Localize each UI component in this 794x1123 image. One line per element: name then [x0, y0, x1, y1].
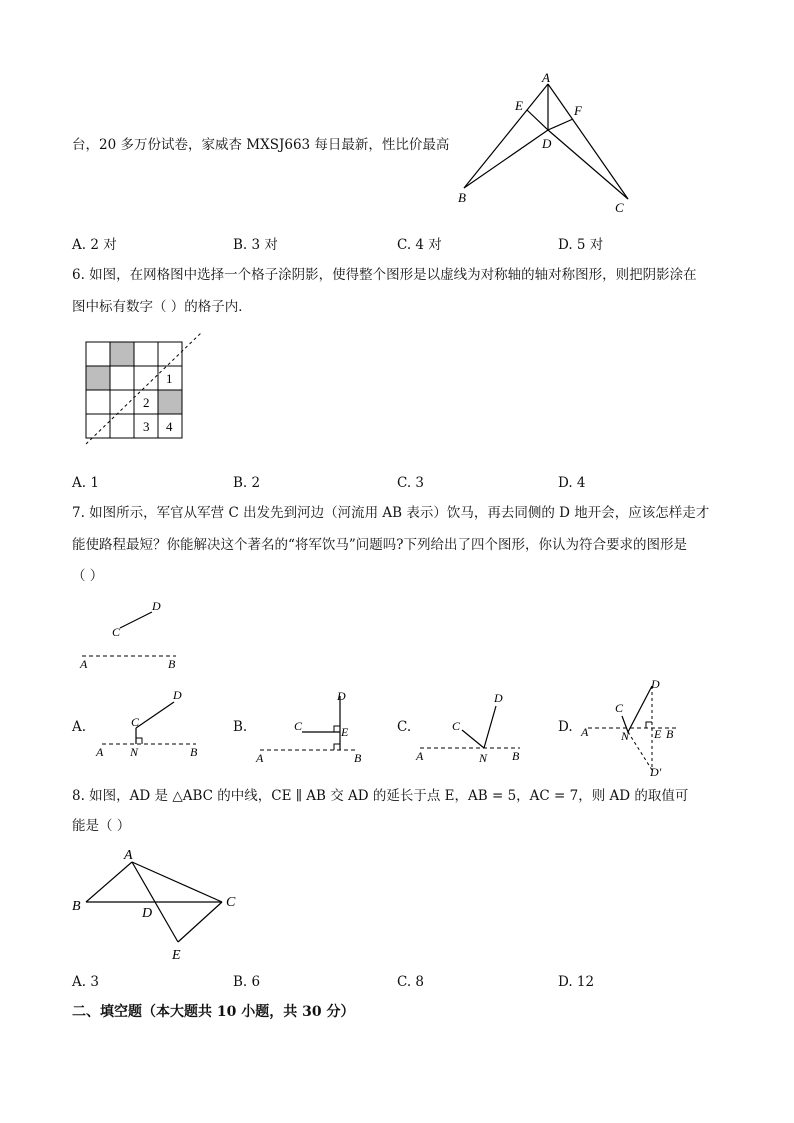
q7-option-c[interactable]: C. [397, 719, 412, 735]
q5-option-c[interactable]: C. 4 对 [397, 237, 442, 253]
q6-option-d[interactable]: D. 4 [558, 475, 586, 491]
q6-grid-number-2: 2 [143, 395, 150, 410]
q5-label-B: B [458, 190, 466, 205]
q5-option-b[interactable]: B. 3 对 [233, 237, 278, 253]
q8-label-E: E [172, 948, 181, 963]
q7-option-b-figure [252, 684, 368, 764]
q6-option-b[interactable]: B. 2 [233, 475, 261, 491]
q7b-label-D: D [337, 689, 346, 703]
q8-stem-line1: 8. 如图，AD 是 △ABC 的中线，CE ∥ AB 交 AD 的延长于点 E，AB = 5，AC = 7，则 AD 的取值可 [72, 788, 689, 804]
q7c-label-C: C [452, 719, 461, 733]
q5-label-A: A [542, 70, 550, 85]
q7a-label-C: C [131, 715, 140, 729]
q7-main-label-B: B [168, 657, 176, 670]
q7-option-d[interactable]: D. [558, 719, 573, 735]
q7d-label-Dprime: D′ [650, 765, 662, 779]
q6-option-a[interactable]: A. 1 [72, 475, 99, 491]
q7-option-a[interactable]: A. [72, 719, 87, 735]
q7c-label-D: D [494, 691, 503, 705]
q5-label-D: D [542, 136, 552, 151]
q7-option-b[interactable]: B. [233, 719, 248, 735]
q7d-label-B: B [666, 727, 674, 741]
section-heading-fill-in: 二、填空题（本大题共 10 小题，共 30 分） [72, 1004, 355, 1020]
q7b-label-A: A [256, 751, 264, 764]
q7c-label-N: N [479, 751, 488, 764]
q7a-label-B: B [190, 745, 198, 759]
q7-option-c-figure [412, 684, 528, 764]
q6-grid-number-4: 4 [166, 419, 173, 434]
q5-label-C: C [615, 200, 624, 215]
q7d-label-D: D [651, 677, 660, 691]
q7a-label-D: D [173, 688, 182, 702]
q5-triangle-figure [450, 68, 640, 218]
q8-triangle-figure [68, 842, 248, 968]
q6-option-c[interactable]: C. 3 [397, 475, 425, 491]
q7d-label-A: A [581, 725, 589, 739]
q7-stem-line2: 能使路程最短？你能解决这个著名的“将军饮马”问题吗?下列给出了四个图形，你认为符合要求的图形是 [72, 537, 688, 553]
q7-stem-line1: 7. 如图所示，军官从军营 C 出发先到河边（河流用 AB 表示）饮马，再去同侧的 D 地开会，应该怎样走才 [72, 505, 710, 521]
q5-label-E: E [515, 98, 523, 113]
q8-option-d[interactable]: D. 12 [558, 974, 595, 990]
q6-stem-line1: 6. 如图，在网格图中选择一个格子涂阴影，使得整个图形是以虚线为对称轴的轴对称图形，则把阴影涂在 [72, 267, 697, 283]
q8-option-c[interactable]: C. 8 [397, 974, 425, 990]
q7a-label-A: A [96, 745, 104, 759]
q7c-label-A: A [416, 749, 424, 763]
q6-grid-number-1: 1 [166, 371, 173, 386]
q6-stem-line2: 图中标有数字（ ）的格子内． [72, 299, 252, 315]
q7a-label-N: N [130, 745, 139, 759]
q7b-label-C: C [294, 719, 303, 733]
q5-option-d[interactable]: D. 5 对 [558, 237, 604, 253]
q8-option-b[interactable]: B. 6 [233, 974, 261, 990]
q5-label-F: F [574, 103, 582, 118]
q5-option-a[interactable]: A. 2 对 [72, 237, 117, 253]
q7-stem-line3: （ ） [72, 568, 104, 584]
q7d-label-N: N [621, 729, 630, 743]
q7-main-label-A: A [80, 657, 88, 670]
q7d-label-C: C [615, 701, 624, 715]
q7-main-figure [76, 598, 186, 670]
q6-grid-figure [84, 330, 206, 460]
q8-label-A: A [124, 848, 133, 863]
q7-option-a-figure [92, 684, 208, 764]
q7-option-d-figure [578, 676, 688, 780]
q7-main-label-D: D [152, 599, 161, 613]
q8-option-a[interactable]: A. 3 [72, 974, 99, 990]
q8-label-B: B [72, 899, 81, 914]
header-line: 台，20 多万份试卷，家威杏 MXSJ663 每日最新，性比价最高 [72, 137, 450, 153]
q7b-label-B: B [354, 751, 362, 764]
q7d-label-E: E [654, 727, 662, 741]
q6-grid-number-3: 3 [143, 419, 150, 434]
q7-main-label-C: C [112, 625, 121, 639]
q8-label-C: C [226, 895, 236, 910]
q8-label-D: D [142, 906, 153, 921]
q7c-label-B: B [512, 749, 520, 763]
q7b-label-E: E [341, 725, 349, 739]
q8-stem-line2: 能是（ ） [72, 818, 131, 834]
